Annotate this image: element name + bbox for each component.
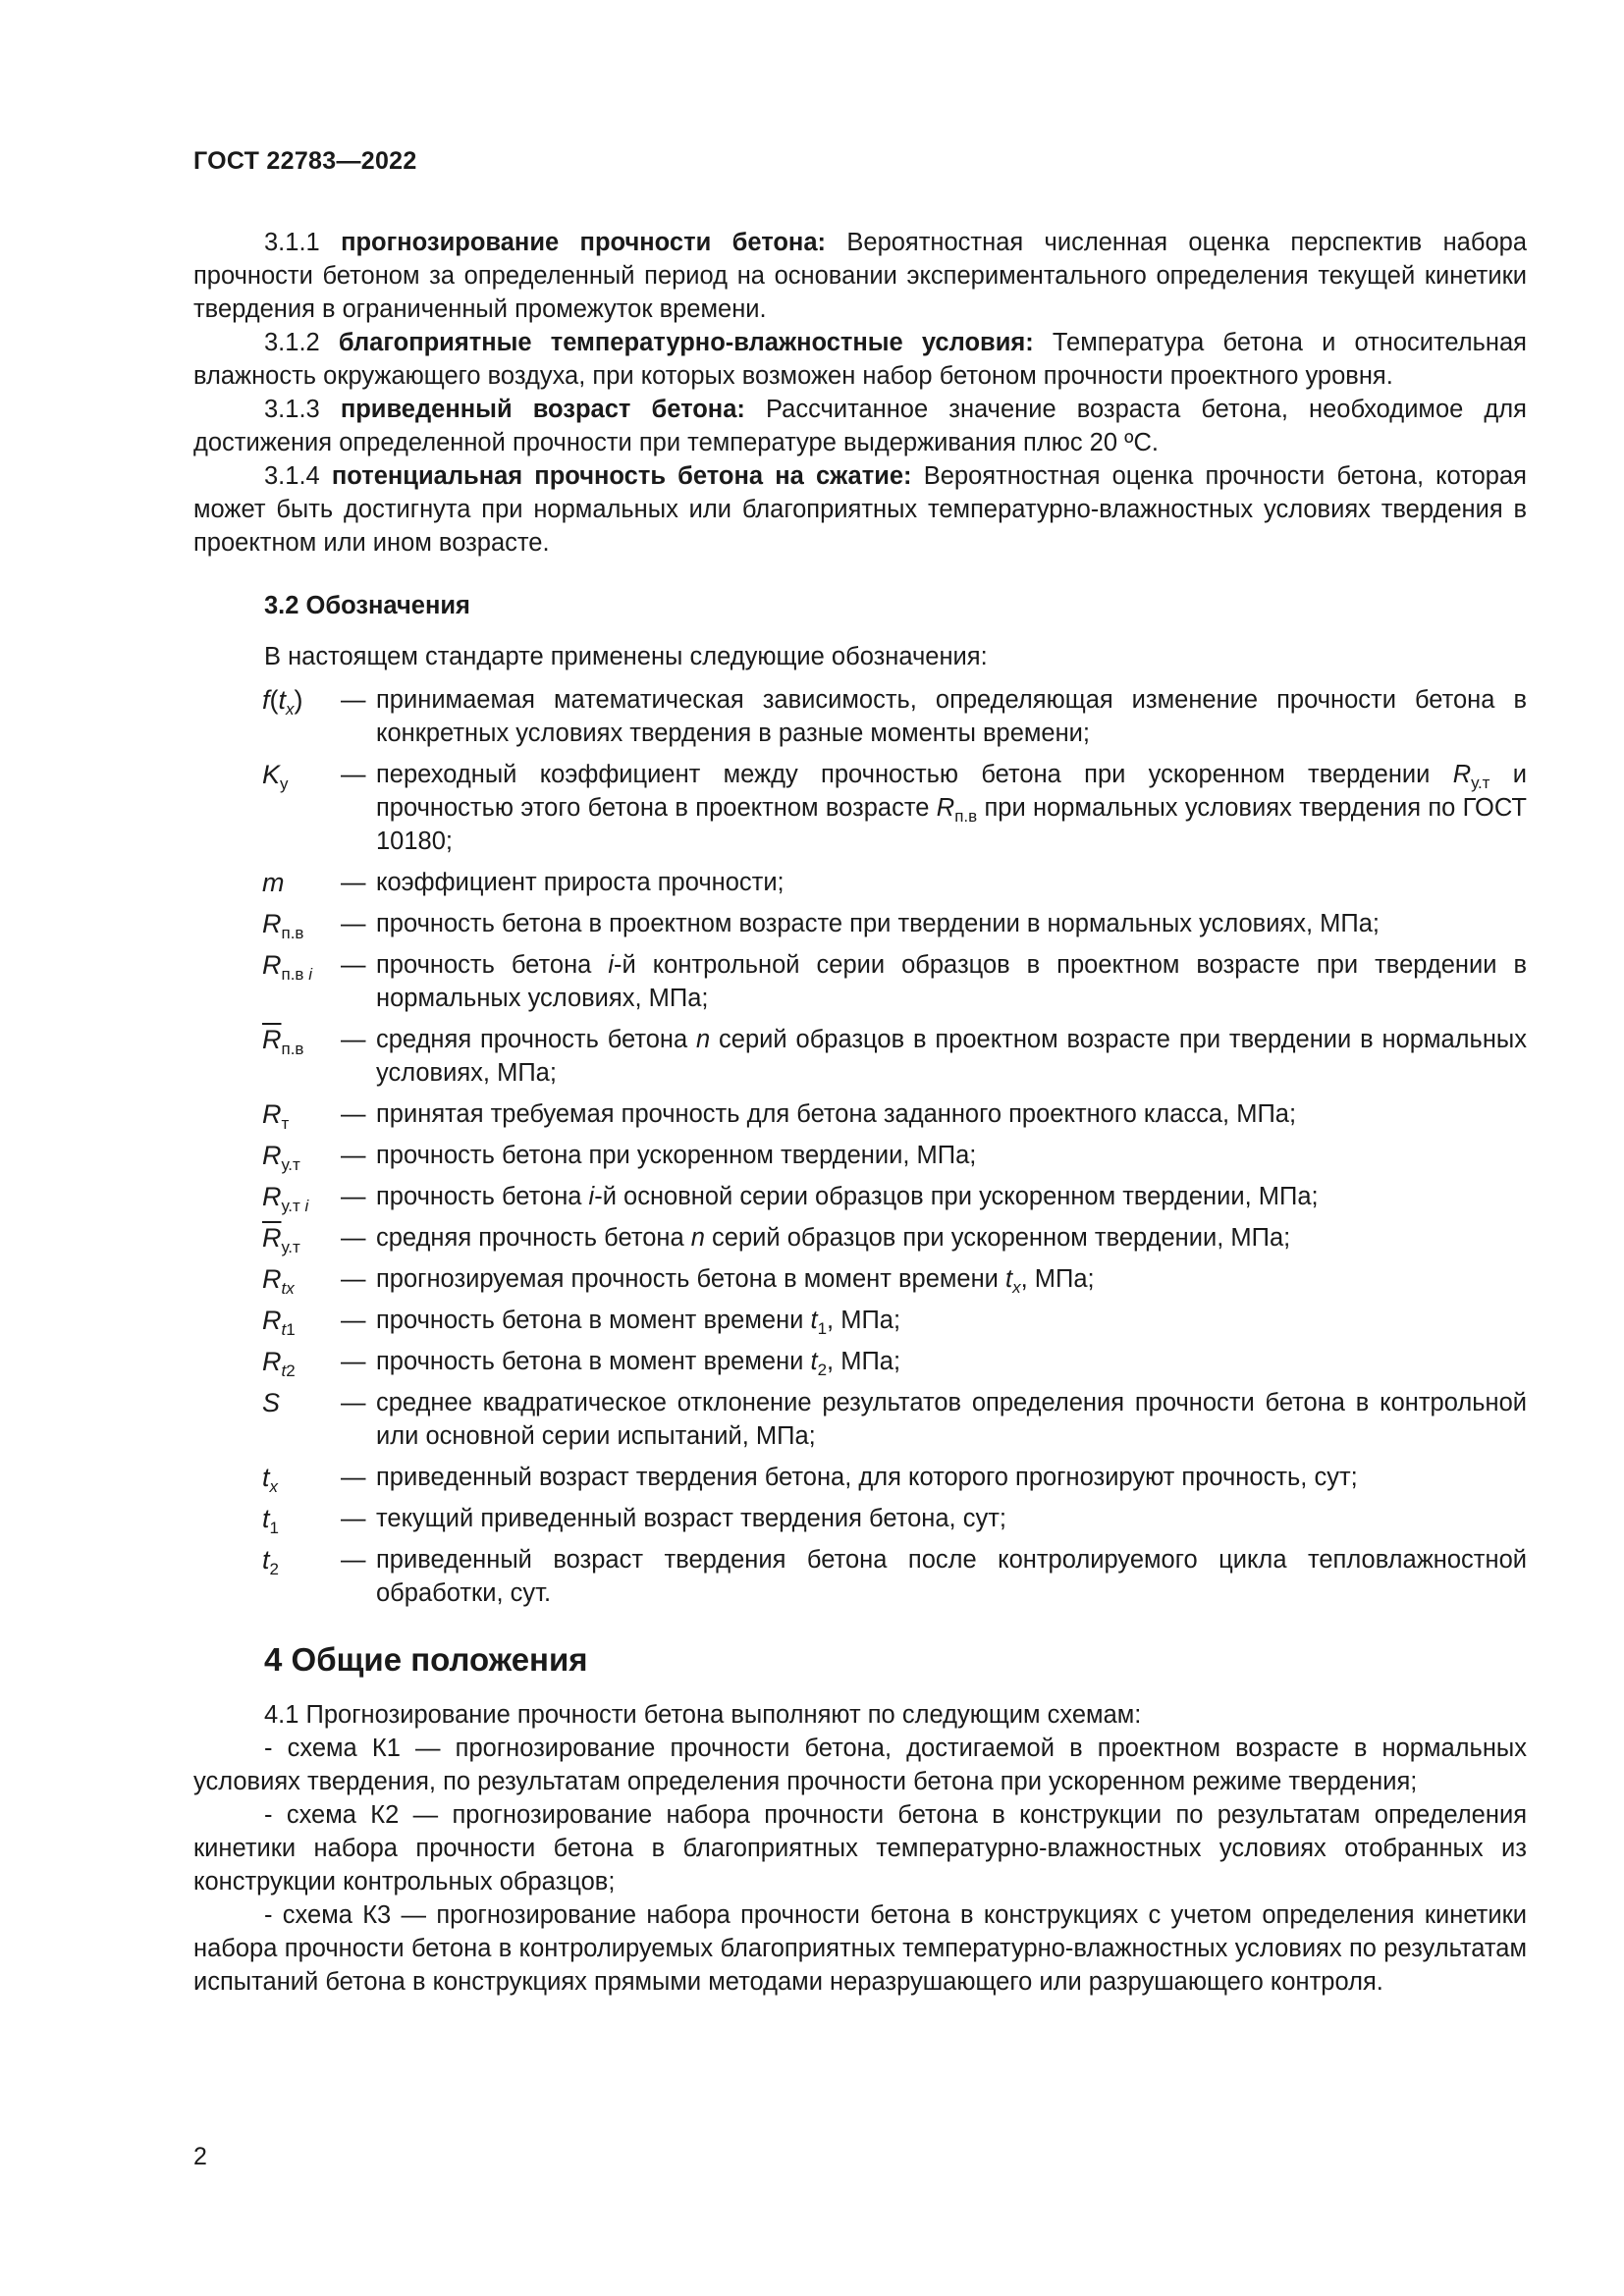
symbol: $R_{у.т}$ (262, 1141, 300, 1174)
symbol-row (262, 1304, 1527, 1345)
scheme-k2: - схема К2 — прогнозирование набора прочности бетона в конструкции по результатам определения кинетики набора прочности бетона в благоприятных температурно-влажностных условиях отобранных из конструкции контрольных образцов; (193, 1801, 1527, 1896)
term-3-1-2: 3.1.2 благоприятные температурно-влажностные условия: Температура бетона и относительная влажность окружающего воздуха, при которых возможен набор бетоном прочности проектного уровня. (193, 329, 1527, 390)
dash: — (341, 1224, 366, 1252)
symbol-row (262, 948, 1527, 1023)
section-heading-general: 4 Общие положения (264, 1641, 588, 1678)
symbol-definition: прочность бетона i-й основной серии образцов при ускоренном твердении, МПа; (376, 1183, 1319, 1210)
symbol: S (262, 1388, 281, 1417)
term-3-1-3: 3.1.3 приведенный возраст бетона: Рассчитанное значение возраста бетона, необходимое для достижения определенной прочности при температуре выдерживания плюс 20 ºС. (193, 396, 1527, 456)
dash: — (341, 1307, 366, 1334)
symbol-row (262, 1461, 1527, 1502)
symbols-table (262, 683, 1527, 1618)
symbol-definition: средняя прочность бетона n серий образцов в проектном возрасте при твердении в нормальных условиях, МПа; (376, 1026, 1527, 1087)
symbol: $\overline{R}_{у.т}$ (262, 1223, 300, 1256)
symbol-row (262, 1097, 1527, 1139)
paragraph-4-1: 4.1 Прогнозирование прочности бетона выполняют по следующим схемам: (264, 1701, 1142, 1729)
symbol-definition: прочность бетона в момент времени $t_1$, МПа; (376, 1307, 901, 1338)
symbol-row (262, 907, 1527, 948)
symbol-row (262, 1262, 1527, 1304)
symbol: m (262, 868, 285, 897)
symbol-definition: среднее квадратическое отклонение результатов определения прочности бетона в контрольной или основной серии испытаний, МПа; (376, 1389, 1527, 1450)
symbol-definition: средняя прочность бетона n серий образцов при ускоренном твердении, МПа; (376, 1224, 1291, 1252)
dash: — (341, 1505, 366, 1532)
symbol-row (262, 1139, 1527, 1180)
symbol-row (262, 1180, 1527, 1221)
section-heading-symbols: 3.2 Обозначения (264, 592, 470, 619)
symbol-definition: коэффициент прироста прочности; (376, 869, 785, 896)
symbol-row (262, 1221, 1527, 1262)
symbol-definition: прочность бетона в момент времени $t_2$, МПа; (376, 1348, 901, 1379)
symbol-definition: приведенный возраст твердения бетона, для которого прогнозируют прочность, сут; (376, 1464, 1358, 1491)
scheme-k1: - схема К1 — прогнозирование прочности бетона, достигаемой в проектном возрасте в нормальных условиях твердения, по результатам определения прочности бетона при ускоренном режиме твердения; (193, 1735, 1527, 1795)
symbol: $R_т$ (262, 1099, 290, 1133)
symbol-row (262, 1023, 1527, 1097)
page-number: 2 (193, 2143, 207, 2170)
term-3-1-4: 3.1.4 потенциальная прочность бетона на сжатие: Вероятностная оценка прочности бетона, которая может быть достигнута при нормальных или благоприятных температурно-влажностных условиях твердения в проектном или ином возрасте. (193, 462, 1527, 557)
scheme-k3: - схема К3 — прогнозирование набора прочности бетона в конструкциях с учетом определения кинетики набора прочности бетона в контролируемых благоприятных температурно-влажностных условиях по результатам испытаний бетона в конструкциях прямыми методами неразрушающего или разрушающего контроля. (193, 1901, 1527, 1996)
symbol-definition: прочность бетона в проектном возрасте при твердении в нормальных условиях, МПа; (376, 910, 1380, 937)
symbol: $R_{t2}$ (262, 1347, 296, 1380)
symbol: $t_2$ (262, 1545, 279, 1578)
symbol-row (262, 1386, 1527, 1461)
dash: — (341, 869, 366, 896)
symbol-row (262, 758, 1527, 866)
dash: — (341, 1142, 366, 1169)
dash: — (341, 910, 366, 937)
dash: — (341, 686, 366, 714)
dash: — (341, 1100, 366, 1128)
symbol: $t_1$ (262, 1504, 279, 1537)
dash: — (341, 1546, 366, 1574)
symbol-definition: принимаемая математическая зависимость, определяющая изменение прочности бетона в конкретных условиях твердения в разные моменты времени; (376, 686, 1527, 747)
symbol: $R_{t1}$ (262, 1306, 296, 1339)
dash: — (341, 1348, 366, 1375)
symbol: $K_у$ (262, 760, 289, 793)
dash: — (341, 1183, 366, 1210)
symbol: $R_{у.т i}$ (262, 1182, 309, 1215)
dash: — (341, 951, 366, 979)
symbol: $f(t_x)$ (262, 685, 303, 719)
symbol-definition: принятая требуемая прочность для бетона заданного проектного класса, МПа; (376, 1100, 1297, 1128)
symbol: $\overline{R}_{п.в}$ (262, 1025, 304, 1058)
symbol-definition: приведенный возраст твердения бетона после контролируемого цикла тепловлажностной обработки, сут. (376, 1546, 1527, 1607)
symbol: $R_{п.в}$ (262, 909, 304, 942)
dash: — (341, 1265, 366, 1293)
symbol-row (262, 1543, 1527, 1618)
dash: — (341, 1464, 366, 1491)
symbol: $R_{п.в i}$ (262, 950, 312, 984)
symbol-definition: прогнозируемая прочность бетона в момент времени $t_x$, МПа; (376, 1265, 1095, 1297)
symbol: $R_{tx}$ (262, 1264, 295, 1298)
symbol: $t_x$ (262, 1463, 279, 1496)
symbol-row (262, 1502, 1527, 1543)
symbol-row (262, 1345, 1527, 1386)
symbols-intro: В настоящем стандарте применены следующие обозначения: (264, 643, 988, 670)
term-3-1-1: 3.1.1 прогнозирование прочности бетона: Вероятностная численная оценка перспектив набора прочности бетоном за определенный период на основании экспериментального определения текущей кинетики твердения в ограниченный промежуток времени. (193, 229, 1527, 323)
dash: — (341, 1389, 366, 1416)
symbol-definition: текущий приведенный возраст твердения бетона, сут; (376, 1505, 1006, 1532)
symbol-definition: прочность бетона при ускоренном твердении, МПа; (376, 1142, 977, 1169)
symbol-definition: переходный коэффициент между прочностью бетона при ускоренном твердении $R_{у.т}$ и прочностью этого бетона в проектном возрасте $R_{п.в}$ при нормальных условиях твердения по ГОСТ 10180; (376, 761, 1527, 855)
symbol-definition: прочность бетона i-й контрольной серии образцов в проектном возрасте при твердении в нормальных условиях, МПа; (376, 951, 1527, 1012)
document-header-id: ГОСТ 22783—2022 (193, 147, 417, 175)
symbol-row (262, 683, 1527, 758)
document-body (193, 226, 1527, 1999)
dash: — (341, 1026, 366, 1053)
symbol-row (262, 866, 1527, 907)
dash: — (341, 761, 366, 788)
